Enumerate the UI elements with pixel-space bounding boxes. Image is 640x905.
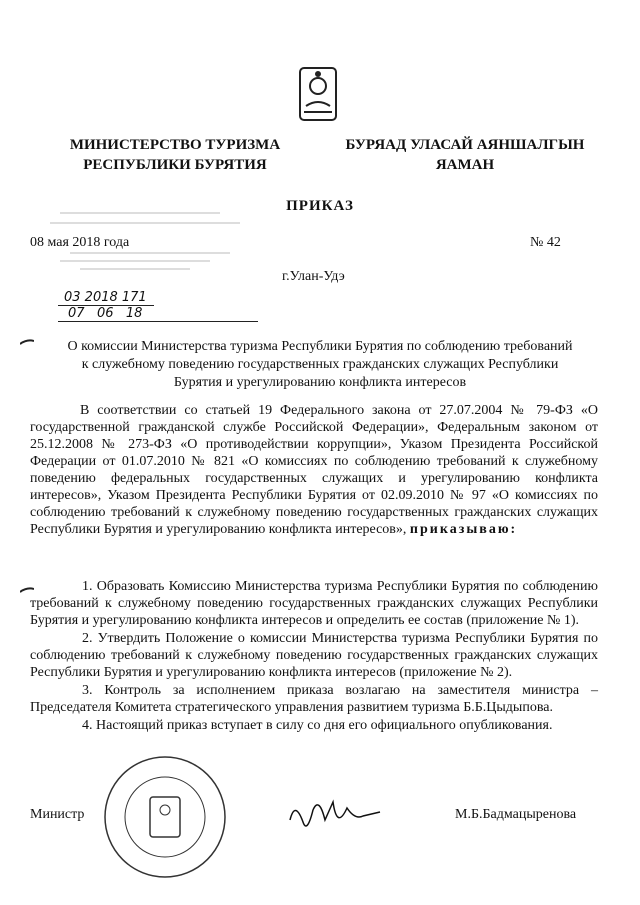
order-subject (30, 338, 610, 392)
order-item: 1. Образовать Комиссию Министерства туризма Республики Бурятия по соблюдению требований к служебному поведению государственных гражданских служащих Республики Бурятия и урегулированию конфликта интересов и определить ее состав (приложение № 1). (30, 579, 598, 628)
order-items-list (30, 578, 598, 735)
ministry-name-line2: РЕСПУБЛИКИ БУРЯТИЯ (83, 157, 267, 173)
coat-of-arms-emblem (286, 62, 350, 126)
ministry-name-buryat (330, 135, 600, 175)
handwritten-signature (285, 790, 385, 840)
ministry-name-russian (40, 135, 310, 175)
handwritten-registration (58, 290, 268, 330)
order-item: 2. Утвердить Положение о комиссии Министерства туризма Республики Бурятия по соблюдению требований к служебному поведению государственных гражданских служащих Республики Бурятия и урегулированию конфликта интересов (приложение № 2). (30, 631, 598, 680)
subject-line2: к служебному поведению государственных гражданских служащих Республики (81, 357, 559, 372)
ministry-name-buryat-line2: ЯАМАН (435, 157, 495, 173)
ministry-name-buryat-line1: БУРЯАД УЛАСАЙ АЯНШАЛГЫН (345, 137, 585, 153)
order-date: 08 мая 2018 года (30, 235, 130, 250)
order-number: № 42 (530, 235, 561, 250)
order-city: г.Улан-Удэ (282, 269, 345, 284)
order-item: 3. Контроль за исполнением приказа возлагаю на заместителя министра – Председателя Комитета стратегического управления развитием туризма Б.Б.Цыдыпова. (30, 683, 598, 715)
order-item: 4. Настоящий приказ вступает в силу со дня его официального опубликования. (82, 718, 553, 733)
preamble-text: В соответствии со статьей 19 Федерального закона от 27.07.2004 № 79-ФЗ «О государственной гражданской службе Российской Федерации», Федеральным законом от 25.12.2008 № 273-ФЗ «О противодействии коррупции», Указом Президента Российской Федерации от 01.07.2010 № 821 «О комиссиях по соблюдению требований к служебному поведению федеральных государственных служащих и урегулированию конфликта интересов», Указом Президента Республики Бурятия от 02.09.2010 № 97 «О комиссиях по соблюдению требований к служебному поведению государственных гражданских служащих Республики Бурятия и урегулированию конфликта интересов», (30, 403, 598, 537)
document-title: ПРИКАЗ (286, 198, 354, 214)
subject-line3: Бурятия и урегулированию конфликта интересов (173, 375, 467, 390)
registration-line2: 07 06 18 (58, 306, 258, 322)
order-word: приказываю: (409, 522, 518, 537)
official-seal (100, 752, 230, 882)
registration-line1: 03 2018 171 (58, 290, 154, 306)
signatory-position: Министр (30, 807, 85, 822)
ministry-name-line1: МИНИСТЕРСТВО ТУРИЗМА (69, 137, 281, 153)
preamble-paragraph (30, 402, 598, 538)
subject-line1: О комиссии Министерства туризма Республики Бурятия по соблюдению требований (67, 339, 573, 354)
signatory-name: М.Б.Бадмацыренова (455, 807, 577, 822)
